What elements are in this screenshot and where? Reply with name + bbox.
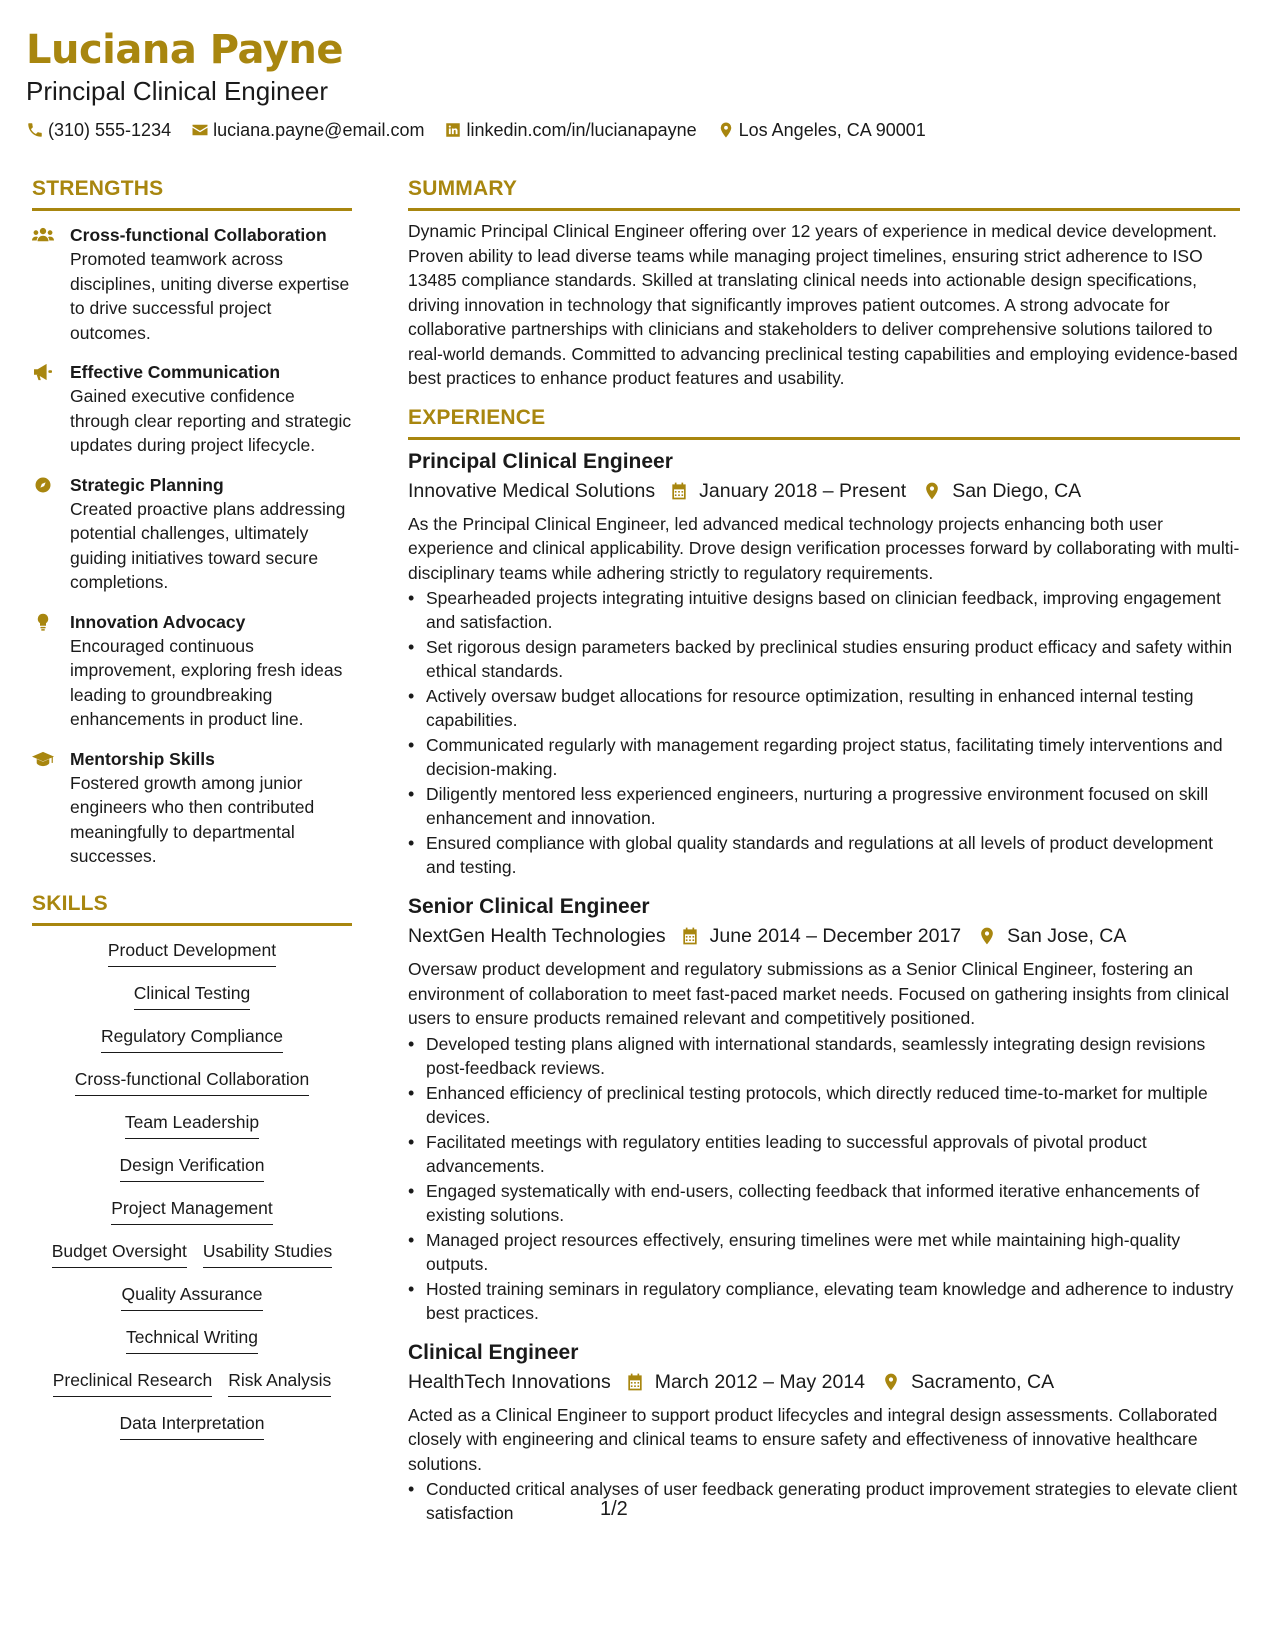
skill-tag: Design Verification xyxy=(120,1153,265,1182)
job-meta xyxy=(408,476,1240,506)
skill-tag: Team Leadership xyxy=(125,1110,259,1139)
job-title: Principal Clinical Engineer xyxy=(408,449,673,473)
strength-title: Innovation Advocacy xyxy=(70,611,246,632)
strength-title: Mentorship Skills xyxy=(70,748,215,769)
strengths-list xyxy=(32,223,352,869)
bullet-item: • Conducted critical analyses of user feedback generating product improvement strategies to elevate client satisfaction xyxy=(408,1477,1240,1525)
bullet-item: • Hosted training seminars in regulatory compliance, elevating team knowledge and adherence to industry best practices. xyxy=(408,1277,1240,1325)
contact-location-text: Los Angeles, CA 90001 xyxy=(738,120,926,140)
contact-linkedin-text: linkedin.com/in/lucianapayne xyxy=(466,120,697,140)
bullet-item: • Developed testing plans aligned with international standards, seamlessly integrating design revisions post-feedback reviews. xyxy=(408,1032,1240,1080)
strength-desc: Created proactive plans addressing potential challenges, ultimately guiding initiatives toward secure completions. xyxy=(70,498,346,592)
megaphone-icon xyxy=(32,363,54,381)
contact-email-text: luciana.payne@email.com xyxy=(213,120,425,140)
bullet-item: • Spearheaded projects integrating intuitive designs based on clinician feedback, improving engagement and satisfaction. xyxy=(408,586,1240,634)
candidate-name: Luciana Payne xyxy=(26,27,343,73)
skill-tag: Usability Studies xyxy=(203,1239,332,1268)
skill-tag: Preclinical Research xyxy=(53,1368,213,1397)
skill-tag: Risk Analysis xyxy=(228,1368,331,1397)
job-meta xyxy=(408,921,1240,951)
bullet-item: • Set rigorous design parameters backed by preclinical studies ensuring product efficacy and safety within ethical standards. xyxy=(408,635,1240,683)
strength-item xyxy=(32,747,352,869)
linkedin-icon xyxy=(444,121,462,139)
contact-location xyxy=(717,118,926,142)
job-location: San Jose, CA xyxy=(1007,925,1127,947)
resume-header xyxy=(26,26,1226,142)
strength-title: Effective Communication xyxy=(70,362,281,382)
job-location: San Diego, CA xyxy=(952,479,1082,502)
strength-title: Cross-functional Collaboration xyxy=(70,225,327,245)
bullet-item: • Facilitated meetings with regulatory entities leading to successful approvals of pivotal product advancements. xyxy=(408,1130,1240,1178)
skill-tag: Cross-functional Collaboration xyxy=(75,1067,309,1096)
skill-tag: Data Interpretation xyxy=(120,1411,265,1440)
strength-item xyxy=(32,473,352,595)
job-bullets xyxy=(408,1032,1240,1325)
job-description: Oversaw product development and regulatory submissions as a Senior Clinical Engineer, fostering an environment of collaboration to meet fast-paced market needs. Focused on gathering insights from clinical users to ensure products remained relevant and competitively positioned. xyxy=(408,959,1229,1028)
location-icon xyxy=(922,481,942,501)
bullet-item: • Managed project resources effectively, ensuring timelines were met while maintaining high-quality outputs. xyxy=(408,1228,1240,1276)
job-title: Senior Clinical Engineer xyxy=(408,895,650,918)
job-bullets xyxy=(408,1477,1240,1525)
job-company: NextGen Health Technologies xyxy=(408,925,666,947)
summary-text: Dynamic Principal Clinical Engineer offering over 12 years of experience in medical device development. Proven ability to lead diverse teams while managing project timelines, ensuring strict adherence to ISO 13485 compliance standards. Skilled at translating clinical needs into actionable design specifications, driving innovation in technology that significantly improves patient outcomes. A strong advocate for collaborative partnerships with clinicians and stakeholders to deliver comprehensive solutions tailored to real-world demands. Committed to advancing preclinical testing capabilities and employing evidence-based best practices to enhance product features and usability. xyxy=(408,221,1238,388)
skills-heading: SKILLS xyxy=(32,891,352,926)
contact-bar xyxy=(26,118,1226,142)
strength-desc: Encouraged continuous improvement, exploring fresh ideas leading to groundbreaking enhancements in product line. xyxy=(70,635,343,729)
right-column xyxy=(408,176,1240,1539)
lightbulb-icon xyxy=(32,613,54,631)
job-location: Sacramento, CA xyxy=(911,1370,1055,1393)
skill-tag: Quality Assurance xyxy=(121,1282,262,1311)
skill-tag: Regulatory Compliance xyxy=(101,1024,283,1053)
strength-item xyxy=(32,610,352,732)
job-description: As the Principal Clinical Engineer, led advanced medical technology projects enhancing both user experience and clinical applicability. Drove design verification processes forward by collaborating with multi-disciplinary teams while adhering strictly to regulatory requirements. xyxy=(408,513,1240,583)
calendar-icon xyxy=(625,1372,645,1392)
location-icon xyxy=(881,1372,901,1392)
calendar-icon xyxy=(680,926,700,946)
bullet-item: • Actively oversaw budget allocations for resource optimization, resulting in enhanced internal testing capabilities. xyxy=(408,684,1240,732)
strengths-heading: STRENGTHS xyxy=(32,176,352,211)
job-company: Innovative Medical Solutions xyxy=(408,479,656,502)
contact-phone xyxy=(26,118,171,142)
contact-phone-text: (310) 555-1234 xyxy=(48,120,172,140)
job-description: Acted as a Clinical Engineer to support product lifecycles and integral design assessments. Collaborated closely with engineering and clinical teams to ensure safety and effectiveness of innovative healthcare solutions. xyxy=(408,1404,1218,1474)
location-icon xyxy=(977,926,997,946)
page-number: 1/2 xyxy=(600,1498,628,1520)
strength-title: Strategic Planning xyxy=(70,474,224,495)
skill-tag: Project Management xyxy=(111,1196,272,1225)
job-entry xyxy=(408,448,1240,880)
strength-desc: Fostered growth among junior engineers who then contributed meaningfully to departmental successes. xyxy=(70,772,315,866)
strength-item xyxy=(32,360,352,458)
strength-desc: Gained executive confidence through clear reporting and strategic updates during project lifecycle. xyxy=(70,386,352,455)
candidate-title: Principal Clinical Engineer xyxy=(26,76,329,106)
contact-email[interactable] xyxy=(191,118,424,142)
users-icon xyxy=(32,226,54,244)
job-dates: June 2014 – December 2017 xyxy=(709,925,962,947)
job-entry xyxy=(408,1339,1240,1526)
skill-tag: Product Development xyxy=(108,938,276,967)
job-company: HealthTech Innovations xyxy=(408,1370,611,1393)
email-icon xyxy=(191,121,209,139)
location-icon xyxy=(717,121,735,139)
skill-tag: Budget Oversight xyxy=(52,1239,187,1268)
graduation-cap-icon xyxy=(32,750,54,768)
bullet-item: • Ensured compliance with global quality standards and regulations at all levels of product development and testing. xyxy=(408,831,1240,879)
compass-icon xyxy=(32,476,54,494)
job-dates: January 2018 – Present xyxy=(699,479,907,502)
bullet-item: • Enhanced efficiency of preclinical testing protocols, which directly reduced time-to-market for multiple devices. xyxy=(408,1081,1240,1129)
strength-item xyxy=(32,223,352,345)
job-bullets xyxy=(408,586,1240,879)
strength-desc: Promoted teamwork across disciplines, uniting diverse expertise to drive successful project outcomes. xyxy=(70,249,350,343)
experience-heading: EXPERIENCE xyxy=(408,405,1240,440)
left-column xyxy=(32,176,352,1440)
bullet-item: • Engaged systematically with end-users, collecting feedback that informed iterative enhancements of existing solutions. xyxy=(408,1179,1240,1227)
job-meta xyxy=(408,1367,1240,1397)
skill-tag: Clinical Testing xyxy=(134,981,250,1010)
bullet-item: • Diligently mentored less experienced engineers, nurturing a progressive environment focused on skill enhancement and innovation. xyxy=(408,782,1240,830)
job-entry xyxy=(408,893,1240,1325)
skills-list xyxy=(32,938,352,1440)
job-title: Clinical Engineer xyxy=(408,1340,579,1364)
summary-heading: SUMMARY xyxy=(408,176,1240,211)
bullet-item: • Communicated regularly with management regarding project status, facilitating timely interventions and decision-making. xyxy=(408,733,1240,781)
phone-icon xyxy=(26,121,44,139)
skill-tag: Technical Writing xyxy=(126,1325,258,1354)
contact-linkedin[interactable] xyxy=(444,118,696,142)
job-dates: March 2012 – May 2014 xyxy=(654,1370,866,1393)
calendar-icon xyxy=(669,481,689,501)
